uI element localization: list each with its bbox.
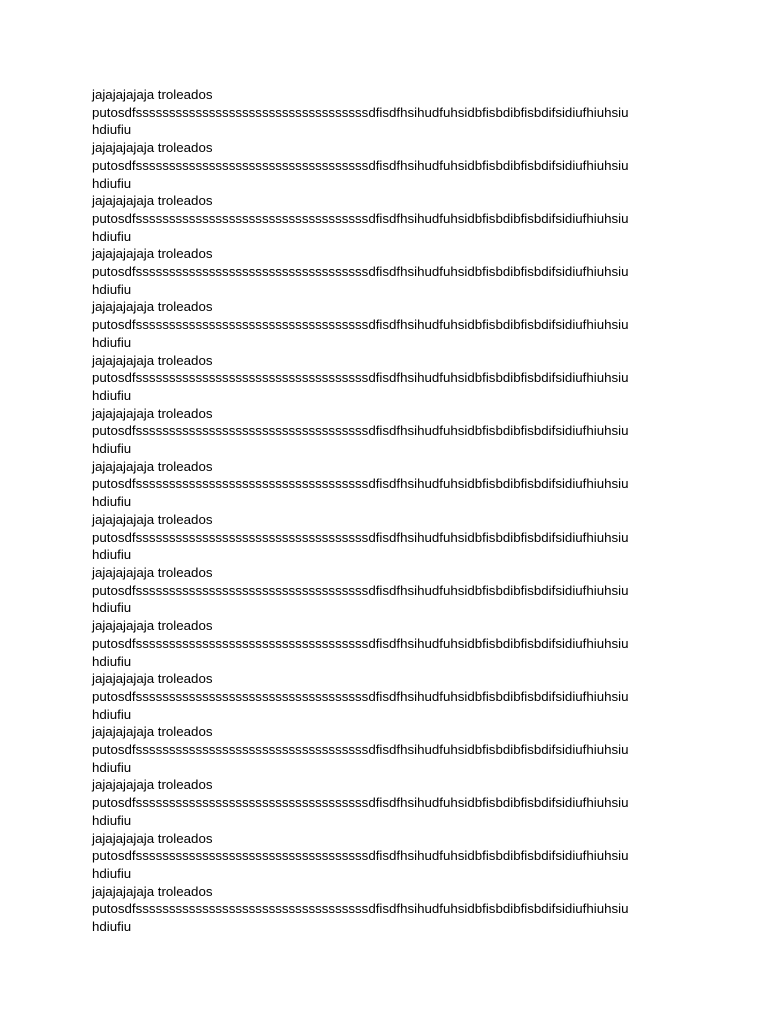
long-text-line: putosdfsssssssssssssssssssssssssssssssssssdfisdfhsihudfuhsidbfisbdibfisbdifsidiufhiuhsiu [92,476,629,492]
long-text-line: putosdfsssssssssssssssssssssssssssssssssssdfisdfhsihudfuhsidbfisbdibfisbdifsidiufhiuhsiu [92,317,629,333]
text-block [92,564,692,617]
heading-line: jajajajajaja troleados [92,511,213,527]
long-text-line: putosdfsssssssssssssssssssssssssssssssssssdfisdfhsihudfuhsidbfisbdibfisbdifsidiufhiuhsiu [92,742,629,758]
heading-line: jajajajajaja troleados [92,87,213,102]
wrap-text-line: hdiufiu [92,494,132,510]
wrap-text-line: hdiufiu [92,281,132,297]
heading-line: jajajajajaja troleados [92,193,213,209]
heading-line: jajajajajaja troleados [92,299,213,315]
wrap-text-line: hdiufiu [92,865,132,881]
wrap-text-line: hdiufiu [92,175,132,191]
heading-line: jajajajajaja troleados [92,564,213,580]
wrap-text-line: hdiufiu [92,387,132,403]
long-text-line: putosdfsssssssssssssssssssssssssssssssssssdfisdfhsihudfuhsidbfisbdibfisbdifsidiufhiuhsiu [92,157,629,173]
text-block [92,776,692,829]
text-block [92,723,692,776]
document-body [92,86,692,936]
long-text-line: putosdfsssssssssssssssssssssssssssssssssssdfisdfhsihudfuhsidbfisbdibfisbdifsidiufhiuhsiu [92,370,629,386]
wrap-text-line: hdiufiu [92,547,132,563]
text-block [92,405,692,458]
text-block [92,670,692,723]
long-text-line: putosdfsssssssssssssssssssssssssssssssssssdfisdfhsihudfuhsidbfisbdibfisbdifsidiufhiuhsiu [92,104,629,120]
heading-line: jajajajajaja troleados [92,352,213,368]
heading-line: jajajajajaja troleados [92,883,213,899]
heading-line: jajajajajaja troleados [92,458,213,474]
long-text-line: putosdfsssssssssssssssssssssssssssssssssssdfisdfhsihudfuhsidbfisbdibfisbdifsidiufhiuhsiu [92,635,629,651]
wrap-text-line: hdiufiu [92,759,132,775]
heading-line: jajajajajaja troleados [92,140,213,156]
text-block [92,830,692,883]
long-text-line: putosdfsssssssssssssssssssssssssssssssssssdfisdfhsihudfuhsidbfisbdibfisbdifsidiufhiuhsiu [92,423,629,439]
wrap-text-line: hdiufiu [92,600,132,616]
text-block [92,617,692,670]
heading-line: jajajajajaja troleados [92,618,213,634]
long-text-line: putosdfsssssssssssssssssssssssssssssssssssdfisdfhsihudfuhsidbfisbdibfisbdifsidiufhiuhsiu [92,582,629,598]
text-block [92,298,692,351]
long-text-line: putosdfsssssssssssssssssssssssssssssssssssdfisdfhsihudfuhsidbfisbdibfisbdifsidiufhiuhsiu [92,210,629,226]
wrap-text-line: hdiufiu [92,122,132,138]
text-block [92,511,692,564]
text-block [92,458,692,511]
wrap-text-line: hdiufiu [92,812,132,828]
long-text-line: putosdfsssssssssssssssssssssssssssssssssssdfisdfhsihudfuhsidbfisbdibfisbdifsidiufhiuhsiu [92,795,629,811]
wrap-text-line: hdiufiu [92,228,132,244]
text-block [92,245,692,298]
heading-line: jajajajajaja troleados [92,777,213,793]
long-text-line: putosdfsssssssssssssssssssssssssssssssssssdfisdfhsihudfuhsidbfisbdibfisbdifsidiufhiuhsiu [92,848,629,864]
text-block [92,139,692,192]
long-text-line: putosdfsssssssssssssssssssssssssssssssssssdfisdfhsihudfuhsidbfisbdibfisbdifsidiufhiuhsiu [92,529,629,545]
long-text-line: putosdfsssssssssssssssssssssssssssssssssssdfisdfhsihudfuhsidbfisbdibfisbdifsidiufhiuhsiu [92,901,629,917]
wrap-text-line: hdiufiu [92,334,132,350]
long-text-line: putosdfsssssssssssssssssssssssssssssssssssdfisdfhsihudfuhsidbfisbdibfisbdifsidiufhiuhsiu [92,264,629,280]
heading-line: jajajajajaja troleados [92,724,213,740]
text-block [92,192,692,245]
wrap-text-line: hdiufiu [92,653,132,669]
wrap-text-line: hdiufiu [92,706,132,722]
text-block [92,86,692,139]
heading-line: jajajajajaja troleados [92,671,213,687]
long-text-line: putosdfsssssssssssssssssssssssssssssssssssdfisdfhsihudfuhsidbfisbdibfisbdifsidiufhiuhsiu [92,688,629,704]
text-block [92,883,692,936]
heading-line: jajajajajaja troleados [92,830,213,846]
text-block [92,352,692,405]
heading-line: jajajajajaja troleados [92,405,213,421]
heading-line: jajajajajaja troleados [92,246,213,262]
wrap-text-line: hdiufiu [92,919,132,935]
wrap-text-line: hdiufiu [92,441,132,457]
